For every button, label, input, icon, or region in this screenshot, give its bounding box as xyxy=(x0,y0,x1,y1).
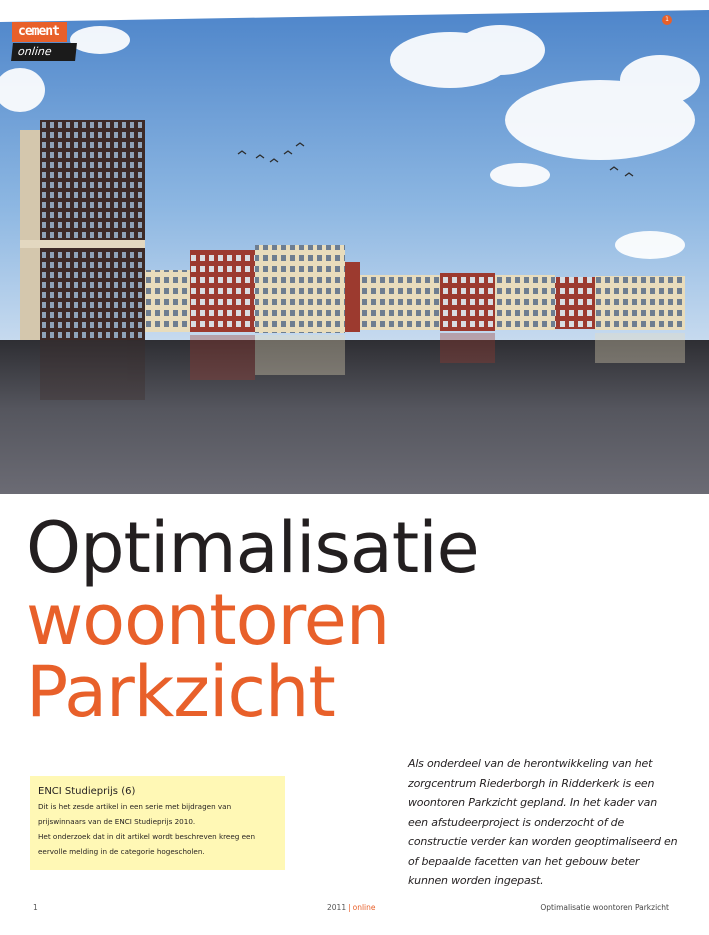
title-line-1: Optimalisatie xyxy=(26,507,479,589)
cement-logo: cement xyxy=(12,22,67,42)
online-tag: online xyxy=(11,43,77,61)
lead-paragraph: Als onderdeel van de herontwikkeling van het zorgcentrum Riederborgh in Ridderkerk is een woontoren Parkzicht gepland. In het kader van een afstudeerproject is onderzocht of de constructie verder kan worden geoptimaliseerd en of bepaalde facetten van het gebouw beter kunnen worden ingepast. xyxy=(408,757,678,887)
footer-separator: | xyxy=(348,903,351,912)
footer-section: online xyxy=(352,903,376,912)
footer-running-title: Optimalisatie woontoren Parkzicht xyxy=(540,903,669,912)
info-box-line: Het onderzoek dat in dit artikel wordt beschreven kreeg een xyxy=(38,832,256,841)
footer-issue xyxy=(327,903,376,912)
brand xyxy=(12,20,67,58)
footer-page-number: 1 xyxy=(33,903,38,912)
info-box-line: prijswinnaars van de ENCI Studieprijs 2010. xyxy=(38,817,196,826)
title-line-2: woontoren xyxy=(26,579,390,661)
article-title xyxy=(26,507,479,733)
info-box-line: Dit is het zesde artikel in een serie met bijdragen van xyxy=(38,802,232,811)
page-marker: 1 xyxy=(662,15,672,25)
info-box-heading: ENCI Studieprijs (6) xyxy=(38,786,136,797)
title-line-3: Parkzicht xyxy=(26,651,335,733)
info-box xyxy=(30,776,285,870)
footer-year: 2011 xyxy=(327,903,347,912)
info-box-line: eervolle melding in de categorie hogescholen. xyxy=(38,847,205,856)
